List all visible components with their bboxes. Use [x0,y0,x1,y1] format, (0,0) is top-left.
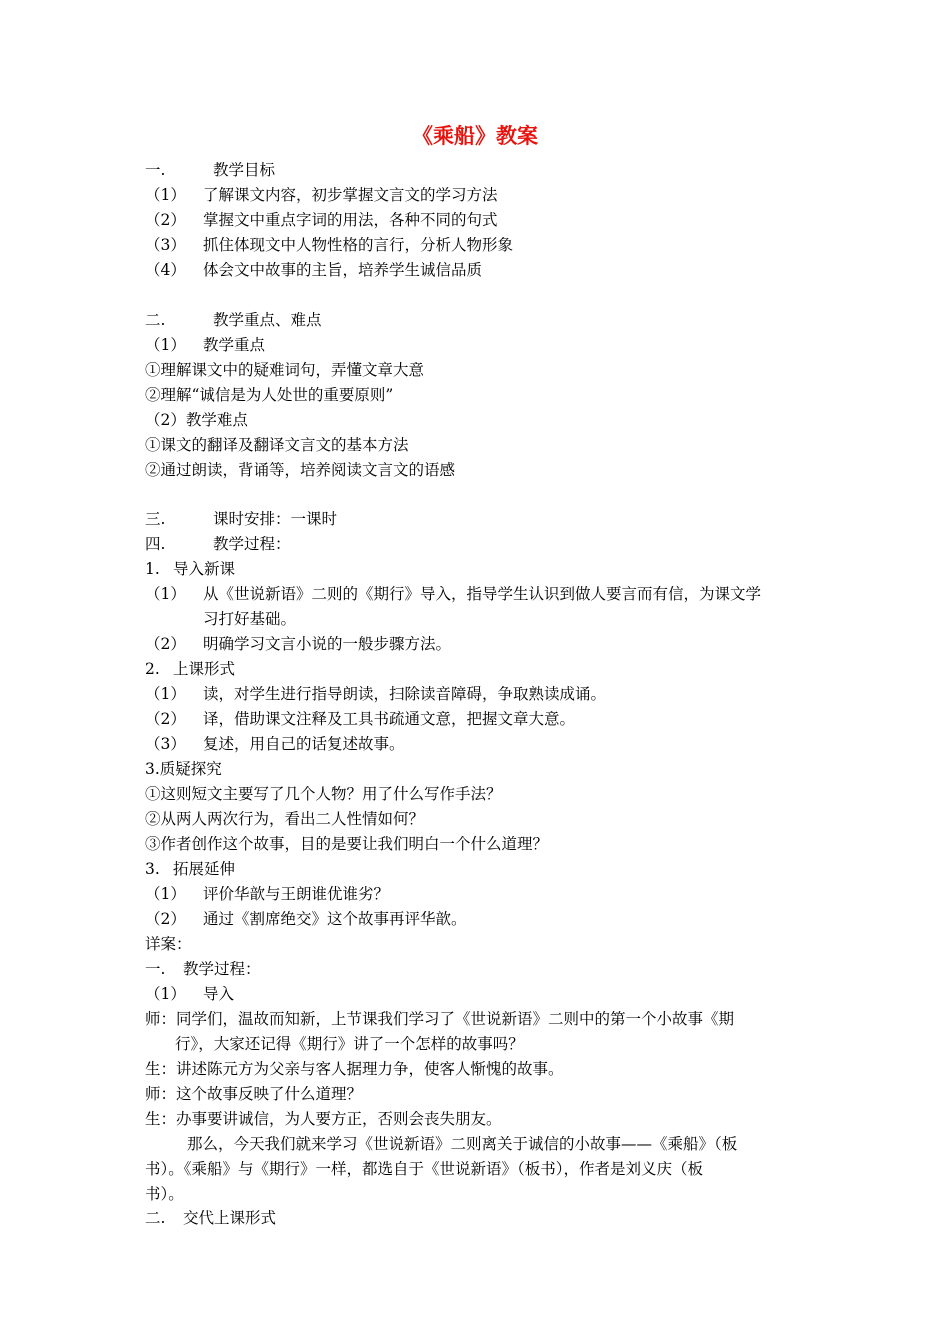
line-text: 生：办事要讲诚信，为人要方正，否则会丧失朋友。 [145,1110,502,1128]
text-line [145,934,192,956]
text-line [145,1084,362,1106]
line-text: 导入新课 [173,560,236,578]
text-line [145,759,222,781]
text-line [145,684,606,706]
line-text: 生：讲述陈元方为父亲与客人据理力争，使客人惭愧的故事。 [145,1060,564,1078]
line-text: 师：这个故事反映了什么道理？ [145,1085,363,1103]
line-text: 3.质疑探究 [145,760,222,778]
line-text: 教学重点 [203,336,266,354]
line-text: 教学重点、难点 [213,311,322,329]
text-line [145,260,482,282]
line-marker: （2） [145,910,186,928]
text-line [145,734,405,756]
text-line [145,1208,276,1230]
line-marker: 四. [145,535,166,553]
text-line [145,659,235,681]
line-marker: 二. [145,311,166,329]
line-text: 复述，用自己的话复述故事。 [203,735,405,753]
line-marker: （1） [145,885,186,903]
document-title: 《乘船》教案 [412,124,538,148]
text-line [145,1109,502,1131]
text-line [145,584,761,606]
text-line [145,385,393,407]
line-text: 明确学习文言小说的一般步骤方法。 [203,635,452,653]
line-text: 评价华歆与王朗谁优谁劣？ [203,885,390,903]
line-text: 书）。 [145,1185,184,1203]
text-line [145,410,248,432]
text-line [145,559,235,581]
text-line [145,360,424,382]
text-line [145,784,502,806]
line-marker: 二. [145,1209,166,1227]
line-text: ①这则短文主要写了几个人物？用了什么写作手法？ [145,785,502,803]
text-line [145,509,337,531]
text-line [145,160,275,182]
text-line [145,709,575,731]
line-text: 了解课文内容，初步掌握文言文的学习方法 [203,186,498,204]
line-text: 抓住体现文中人物性格的言行，分析人物形象 [203,236,514,254]
text-line [145,859,235,881]
line-marker: （3） [145,735,186,753]
line-text: ②理解“诚信是为人处世的重要原则” [145,386,394,404]
line-text: ②从两人两次行为，看出二人性情如何？ [145,810,425,828]
line-marker: （1） [145,186,186,204]
line-text: 体会文中故事的主旨，培养学生诚信品质 [203,261,483,279]
line-marker: （2） [145,635,186,653]
text-line [145,1034,524,1056]
text-line [145,884,389,906]
line-marker: 2. [145,660,160,678]
line-text: 教学过程： [213,535,291,553]
line-marker: （1） [145,685,186,703]
line-text: （2）教学难点 [145,411,248,429]
line-text: 师：同学们，温故而知新，上节课我们学习了《世说新语》二则中的第一个小故事《期 [145,1010,735,1028]
line-text: 教学过程： [183,960,261,978]
text-line [145,1184,184,1206]
line-marker: 一. [145,161,166,179]
text-line [145,460,455,482]
line-text: 从《世说新语》二则的《期行》导入，指导学生认识到做人要言而有信，为课文学 [203,585,762,603]
line-text: ①理解课文中的疑难词句，弄懂文章大意 [145,361,425,379]
text-line [145,809,424,831]
text-line [145,210,498,232]
line-text: 拓展延伸 [173,860,236,878]
text-line [145,609,296,631]
text-line [145,335,265,357]
line-text: ③作者创作这个故事，目的是要让我们明白一个什么道理？ [145,835,549,853]
line-marker: （4） [145,261,186,279]
line-text: 详案： [145,935,192,953]
line-text: 掌握文中重点字词的用法，各种不同的句式 [203,211,498,229]
line-marker: （1） [145,985,186,1003]
line-text: 译，借助课文注释及工具书疏通文意，把握文章大意。 [203,710,576,728]
text-line [145,1059,564,1081]
line-marker: 一. [145,960,166,978]
text-line [145,534,291,556]
line-text: 行》，大家还记得《期行》讲了一个怎样的故事吗？ [175,1035,524,1053]
line-marker: （1） [145,585,186,603]
line-text: 那么，今天我们就来学习《世说新语》二则离关于诚信的小故事——《乘船》（板 [187,1135,738,1153]
line-text: 读，对学生进行指导朗读，扫除读音障碍，争取熟读成诵。 [203,685,607,703]
line-text: 教学目标 [213,161,276,179]
line-text: 交代上课形式 [183,1209,277,1227]
line-marker: 1. [145,560,160,578]
line-marker: （2） [145,710,186,728]
text-line [145,1009,734,1031]
text-line [145,634,451,656]
text-line [145,984,234,1006]
text-line [145,1134,737,1156]
line-text: 通过《割席绝交》这个故事再评华歆。 [203,910,467,928]
text-line [145,909,467,931]
text-line [145,1159,703,1181]
line-marker: （3） [145,236,186,254]
line-text: 书）。《乘船》与《期行》一样，都选自于《世说新语》（板书），作者是刘义庆（板 [145,1160,704,1178]
line-text: 导入 [203,985,235,1003]
line-text: ②通过朗读，背诵等，培养阅读文言文的语感 [145,461,456,479]
line-marker: 3. [145,860,160,878]
line-text: 习打好基础。 [203,610,297,628]
line-text: ①课文的翻译及翻译文言文的基本方法 [145,436,409,454]
text-line [145,834,548,856]
line-text: 课时安排：一课时 [213,510,338,528]
text-line [145,435,409,457]
text-line [145,310,322,332]
line-text: 上课形式 [173,660,236,678]
line-marker: 三. [145,510,166,528]
line-marker: （1） [145,336,186,354]
text-line [145,235,513,257]
text-line [145,185,498,207]
line-marker: （2） [145,211,186,229]
text-line [145,959,261,981]
